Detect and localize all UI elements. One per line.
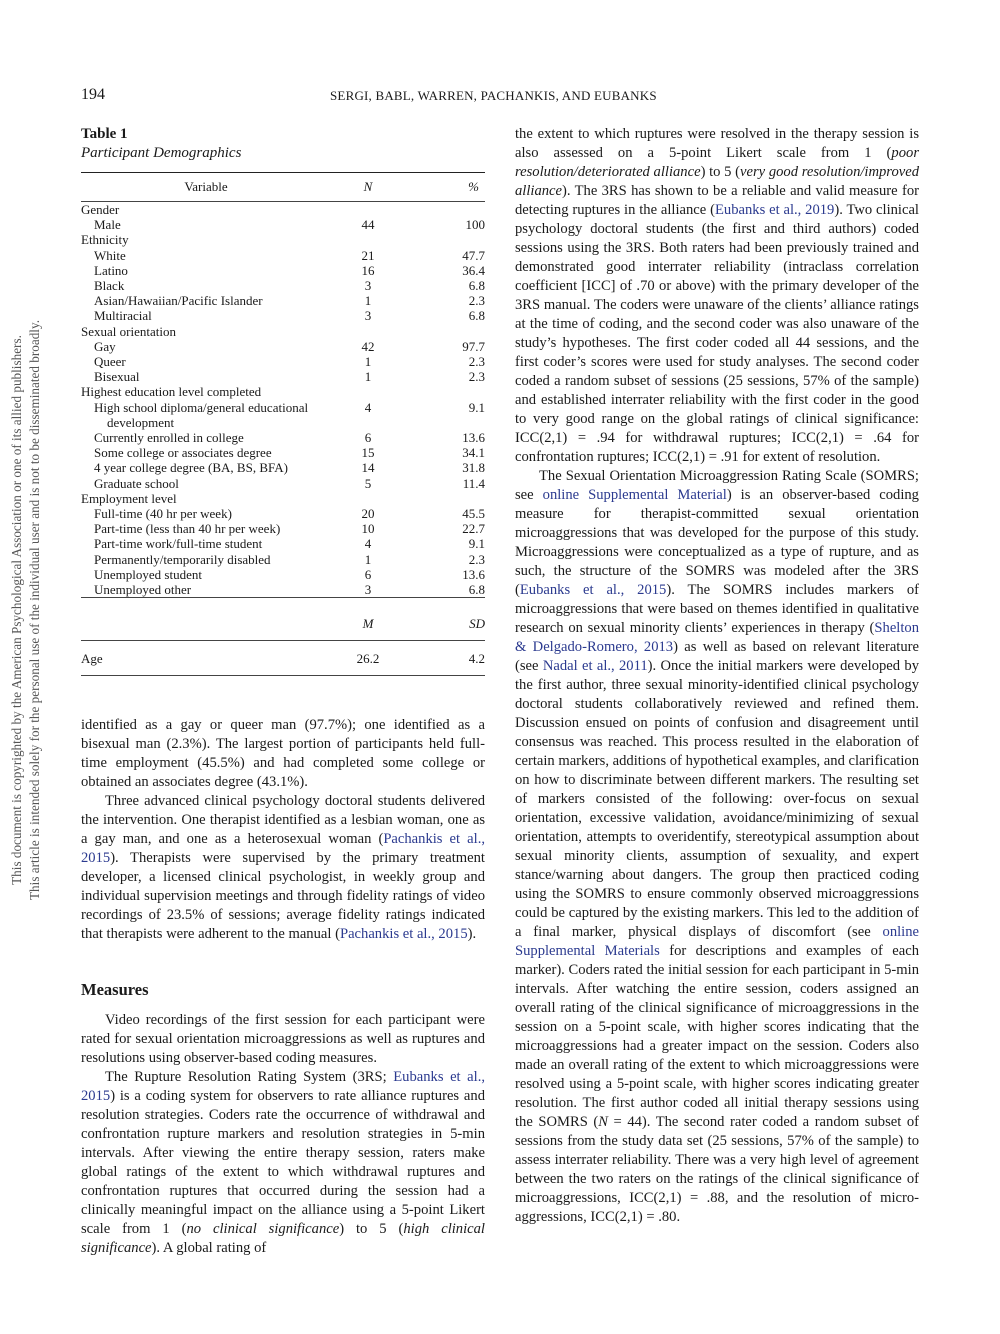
- table-category-row: [81, 324, 485, 339]
- cell-variable: [81, 536, 331, 551]
- cell-percent: 36.4: [462, 262, 485, 278]
- right-column: [515, 125, 919, 1227]
- cell-n: [331, 202, 405, 218]
- age-header-blank: [81, 608, 331, 641]
- cell-percent: 2.3: [468, 369, 485, 385]
- age-mean: 26.2: [356, 651, 380, 667]
- cell-percent: 45.5: [462, 506, 485, 522]
- table-category-row: [81, 384, 485, 399]
- table-category-row: [81, 232, 485, 247]
- supplemental-materials-link[interactable]: online Supplemental Materials: [515, 924, 919, 959]
- cell-n: 42: [361, 338, 375, 354]
- cell-variable: [81, 476, 331, 491]
- cell-percent: 100: [465, 217, 485, 233]
- table-row: [81, 248, 485, 263]
- cell-n: [331, 491, 405, 506]
- cell-percent: 22.7: [462, 521, 485, 537]
- variable-label: High school diploma/general educational: [94, 399, 309, 415]
- cell-variable: [81, 400, 331, 430]
- text: ). Once the initial markers were developed by the first author, three sexual minority-identified clinical psychology doctoral students collaboratively reviewed and refined them. Discussion ensued on points of confusion and disagreement until consensus was reached. This process resulted in the elaboration of certain markers, additions of hypothetical examples, and clarification on how to discriminate between different markers. The resulting set of markers consisted of the following: over-focus on sexual orientation, excessive validation, avoidance/minimizing of sexual orientation, attempts to overidentify, stereotypical assumption about sexual minority clients, assumption of sexuality, and expert stance/warning about dangers. The group then practiced coding using the SOMRS to ensure commonly observed microaggressions could be captured by the existing markers. This led to the addition of a final marker, physical displays of discomfort (see: [515, 658, 920, 940]
- table-row: [81, 506, 485, 521]
- italic-text: no clinical significance: [186, 1221, 340, 1238]
- cell-percent: 6.8: [468, 582, 485, 598]
- variable-label: Part-time (less than 40 hr per week): [94, 521, 281, 537]
- cell-variable: [81, 217, 331, 232]
- table-row: [81, 521, 485, 536]
- cell-n: 1: [364, 293, 372, 309]
- cell-variable: [81, 339, 331, 354]
- text: Three advanced clinical psychology doctoral students delivered the intervention. One therapist identified as a lesbian woman, one as a gay man, and one as a heterosexual woman (: [81, 793, 485, 848]
- cell-percent: 31.8: [462, 460, 485, 476]
- cell-percent: 97.7: [462, 338, 485, 354]
- table-row: [81, 263, 485, 278]
- paragraph-measures-intro: Video recordings of the first session for each participant were rated for sexual orientation microaggressions as well as ruptures and resolutions using observer-based coding measures.: [81, 1012, 485, 1067]
- cell-variable: [81, 491, 331, 506]
- table-row: [81, 536, 485, 551]
- table-row: [81, 308, 485, 323]
- copyright-line-2: This article is intended solely for the personal use of the individual user and is not to be disseminated broadly.: [27, 320, 42, 900]
- italic-text: poor resolution/deteriorated alliance: [515, 145, 919, 180]
- cell-variable: [81, 202, 331, 218]
- cell-n: 21: [361, 247, 375, 263]
- age-header-sd: SD: [469, 616, 485, 632]
- cell-n: 20: [361, 506, 375, 522]
- table-row: [81, 369, 485, 384]
- cell-percent: 47.7: [462, 247, 485, 263]
- age-header-mean: M: [362, 616, 374, 632]
- cell-n: 15: [361, 445, 375, 461]
- text: the extent to which ruptures were resolved in the therapy session is also assessed on a 5-point Likert scale from 1 (: [515, 126, 919, 161]
- age-table: [81, 608, 485, 676]
- cell-variable: [81, 384, 331, 399]
- cell-n: 6: [364, 430, 372, 446]
- text: ) to 5 (: [700, 164, 741, 180]
- citation-link-shelton-2013[interactable]: Shelton & Delgado-Romero, 2013: [515, 620, 919, 655]
- cell-variable: [81, 430, 331, 445]
- cell-variable: [81, 232, 331, 247]
- citation-link-eubanks-2019[interactable]: Eubanks et al., 2019: [714, 202, 835, 218]
- cell-variable: [81, 369, 331, 384]
- variable-label: Queer: [94, 354, 126, 370]
- table-row: [81, 278, 485, 293]
- variable-label: 4 year college degree (BA, BS, BFA): [94, 460, 288, 476]
- variable-label: Currently enrolled in college: [94, 430, 244, 446]
- table-row: [81, 445, 485, 460]
- section-heading-measures: Measures: [81, 980, 149, 1000]
- cell-variable: [81, 552, 331, 567]
- paragraph-therapists: [81, 792, 485, 944]
- variable-label: Unemployed other: [94, 582, 192, 598]
- italic-text: N: [598, 1114, 608, 1130]
- cell-percent: 9.1: [468, 399, 485, 415]
- cell-percent: 34.1: [462, 445, 485, 461]
- text: ) is an observer-based coding measure for therapist-committed sexual orientation microaggressions that was developed for the purpose of this study. Microaggressions were conceptualized as a type of rupture, and as such, the structure of the SOMRS was modeled after the 3RS (: [515, 487, 919, 598]
- column-header-n: N: [363, 179, 373, 194]
- cell-percent: 2.3: [468, 354, 485, 370]
- paragraph-3rs-cont: [515, 125, 919, 467]
- table-row: [81, 582, 485, 598]
- cell-variable: [81, 445, 331, 460]
- cell-n: 4: [364, 399, 372, 415]
- variable-label: Graduate school: [94, 475, 179, 491]
- cell-n: 3: [364, 582, 372, 598]
- supplemental-material-link[interactable]: online Supplemental Material: [542, 487, 727, 503]
- text: ). Two clinical psychology doctoral students (the first and third authors) coded sessions using the 3RS. Both raters had been previously trained and demonstrated good interrater reliability (intraclass correlation coefficient [ICC] of .70 or above) with the primary developer of the 3RS manual. The coders were unaware of the clients’ alliance ratings at the time of coding, and the second coder was also unaware of the study’s hypotheses. The first coder coded all 44 sessions, and the first coder’s scores were used for study analyses. The second coder coded a random subset of sessions (25 sessions, 57% of the sample) and established interrater reliability with the first coder in the good to very good range on the global ratings of clinical significance: ICC(2,1) = .94 for withdrawal ruptures; ICC(2,1) = .64 for confrontation ruptures; ICC(2,1) = .91 for extent of resolution.: [515, 202, 919, 465]
- variable-label: Employment level: [81, 490, 177, 506]
- variable-label: Gender: [81, 202, 120, 217]
- variable-label: Asian/Hawaiian/Pacific Islander: [94, 293, 263, 309]
- age-label: Age: [81, 651, 103, 667]
- text: ). Therapists were supervised by the primary treatment developer, a licensed clinical psychologist, in weekly group and individual supervision meetings and through fidelity ratings of video recordings of 23.5% of sessions; average fidelity ratings indicated that therapists were adherent to the manual (: [81, 850, 485, 943]
- cell-variable: [81, 582, 331, 598]
- citation-link-pachankis-2015[interactable]: Pachankis et al., 2015: [81, 831, 485, 867]
- cell-n: 6: [364, 566, 372, 582]
- page-number: 194: [81, 86, 105, 103]
- variable-label: Black: [94, 278, 125, 294]
- age-row: [81, 641, 485, 676]
- table-row: [81, 567, 485, 582]
- running-head: SERGI, BABL, WARREN, PACHANKIS, AND EUBANKS: [330, 88, 657, 103]
- cell-percent: 6.8: [468, 308, 485, 324]
- cell-percent: 13.6: [462, 566, 485, 582]
- table-category-row: [81, 202, 485, 218]
- citation-link-nadal-2011[interactable]: Nadal et al., 2011: [542, 658, 648, 674]
- left-column: [81, 125, 485, 1258]
- cell-variable: [81, 248, 331, 263]
- variable-label: Sexual orientation: [81, 323, 176, 339]
- cell-n: 3: [364, 278, 372, 294]
- variable-label: Multiracial: [94, 308, 152, 324]
- table-title: Participant Demographics: [81, 145, 242, 161]
- cell-percent: [405, 232, 485, 247]
- table-row: [81, 476, 485, 491]
- text: ). A global rating of: [151, 1240, 267, 1257]
- cell-variable: [81, 460, 331, 475]
- cell-percent: 2.3: [468, 551, 485, 567]
- text: ) as well as based on relevant literature (see: [515, 639, 919, 674]
- cell-variable: [81, 308, 331, 323]
- cell-n: [331, 384, 405, 399]
- italic-text: very good resolution/improved alliance: [515, 164, 919, 199]
- text: = 44). The second rater coded a random subset of sessions from the study data set (25 sessions, 57% of the sample) to assess interrater reliability. There was a very high level of agreement between the two raters on the ratings of the clinical significance of microaggressions, ICC(2,1) = .88, and the resolution of micro-aggressions, ICC(2,1) = .80.: [515, 1114, 919, 1225]
- variable-label: Latino: [94, 262, 128, 278]
- variable-label: Full-time (40 hr per week): [94, 506, 232, 522]
- cell-n: 1: [364, 354, 372, 370]
- variable-label: Highest education level completed: [81, 384, 262, 400]
- cell-n: 4: [364, 536, 372, 552]
- table-row: [81, 293, 485, 308]
- variable-label-continued: development: [107, 414, 175, 430]
- paragraph-somrs: [515, 467, 919, 1227]
- cell-variable: [81, 324, 331, 339]
- cell-n: 5: [364, 475, 372, 491]
- variable-label: Bisexual: [94, 369, 140, 385]
- paragraph-participants-cont: identified as a gay or queer man (97.7%); one identified as a bisexual man (2.3%). The largest portion of participants held full-time employment (45.5%) and had completed some college or obtained an associates degree (43.1%).: [81, 717, 485, 791]
- cell-variable: [81, 293, 331, 308]
- citation-link-pachankis-2015-second[interactable]: Pachankis et al., 2015: [339, 926, 468, 943]
- cell-variable: [81, 567, 331, 582]
- cell-percent: 11.4: [462, 475, 485, 491]
- cell-percent: [405, 324, 485, 339]
- text: ).: [467, 926, 477, 943]
- cell-n: 14: [361, 460, 375, 476]
- text: The Rupture Resolution Rating System (3RS;: [105, 1069, 394, 1086]
- cell-percent: [405, 384, 485, 399]
- table-row: [81, 400, 485, 430]
- column-header-percent: %: [468, 179, 479, 194]
- demographics-table: [81, 172, 485, 598]
- cell-variable: [81, 521, 331, 536]
- table-row: [81, 430, 485, 445]
- cell-variable: [81, 263, 331, 278]
- cell-percent: 9.1: [468, 536, 485, 552]
- text: for descriptions and examples of each marker). Coders rated the initial session for each participant in 5-min intervals. After watching the entire session, coders assigned an overall rating of the clinical significance of microaggressions in the session on a 5-point scale, with higher scores indicating that the microaggressions had a greater impact on the session. Coders also made an overall rating of the extent to which microaggressions were resolved using a 5-point scale, with higher scores indicating greater resolution. The first author coded all initial therapy sessions using the SOMRS (: [515, 943, 919, 1130]
- table-row: [81, 217, 485, 232]
- cell-n: [331, 324, 405, 339]
- cell-n: 10: [361, 521, 375, 537]
- cell-percent: 6.8: [468, 278, 485, 294]
- cell-percent: [405, 202, 485, 218]
- text: ). The SOMRS includes markers of microaggressions that were based on themes identified in qualitative research on sexual minority clients’ experiences in therapy (: [515, 582, 919, 636]
- cell-n: 1: [364, 369, 372, 385]
- variable-label: Ethnicity: [81, 232, 129, 248]
- cell-percent: [405, 491, 485, 506]
- table-category-row: [81, 491, 485, 506]
- copyright-line-1: This document is copyrighted by the American Psychological Association or one of its allied publishers.: [9, 335, 24, 885]
- paragraph-3rs: [81, 1068, 485, 1258]
- table-row: [81, 552, 485, 567]
- column-header-variable: Variable: [184, 179, 228, 194]
- variable-label: Part-time work/full-time student: [94, 536, 263, 552]
- variable-label: White: [94, 247, 126, 263]
- italic-text: high clinical significance: [81, 1221, 485, 1257]
- copyright-side-note: [8, 250, 44, 970]
- age-sd: 4.2: [468, 651, 485, 667]
- cell-n: [331, 232, 405, 247]
- cell-variable: [81, 278, 331, 293]
- citation-link-eubanks-2015[interactable]: Eubanks et al., 2015: [81, 1069, 486, 1105]
- table-body: [81, 202, 485, 598]
- cell-n: 1: [364, 551, 372, 567]
- variable-label: Some college or associates degree: [94, 445, 272, 461]
- cell-percent: 13.6: [462, 430, 485, 446]
- text: ) to 5 (: [339, 1221, 404, 1238]
- table-row: [81, 339, 485, 354]
- citation-link-eubanks-2015[interactable]: Eubanks et al., 2015: [519, 582, 667, 598]
- cell-percent: 2.3: [468, 293, 485, 309]
- text: The Sexual Orientation Microaggression Rating Scale (SOMRS; see: [515, 468, 919, 503]
- age-header-row: [81, 608, 485, 641]
- cell-n: 16: [361, 262, 375, 278]
- text: ). The 3RS has shown to be a reliable and valid measure for detecting ruptures in the alliance (: [515, 183, 919, 218]
- table-header-row: [81, 173, 485, 202]
- variable-label: Gay: [94, 338, 116, 354]
- variable-label: Male: [94, 217, 121, 233]
- variable-label: Unemployed student: [94, 566, 202, 582]
- table-row: [81, 354, 485, 369]
- table-row: [81, 460, 485, 475]
- cell-n: 44: [361, 217, 375, 233]
- table-label: Table 1: [81, 126, 128, 142]
- variable-label: Permanently/temporarily disabled: [94, 551, 271, 567]
- cell-n: 3: [364, 308, 372, 324]
- cell-variable: [81, 354, 331, 369]
- cell-variable: [81, 506, 331, 521]
- text: ) is a coding system for observers to rate alliance ruptures and resolution strategies. Coders rate the occurrence of withdrawal and confrontation rupture markers and resolution strategies in 5-min intervals. After viewing the entire therapy session, raters make global ratings of the extent to which withdrawal ruptures and confrontation ruptures that occurred during the session had a clinically meaningful impact on the alliance using a 5-point Likert scale from 1 (: [81, 1088, 485, 1238]
